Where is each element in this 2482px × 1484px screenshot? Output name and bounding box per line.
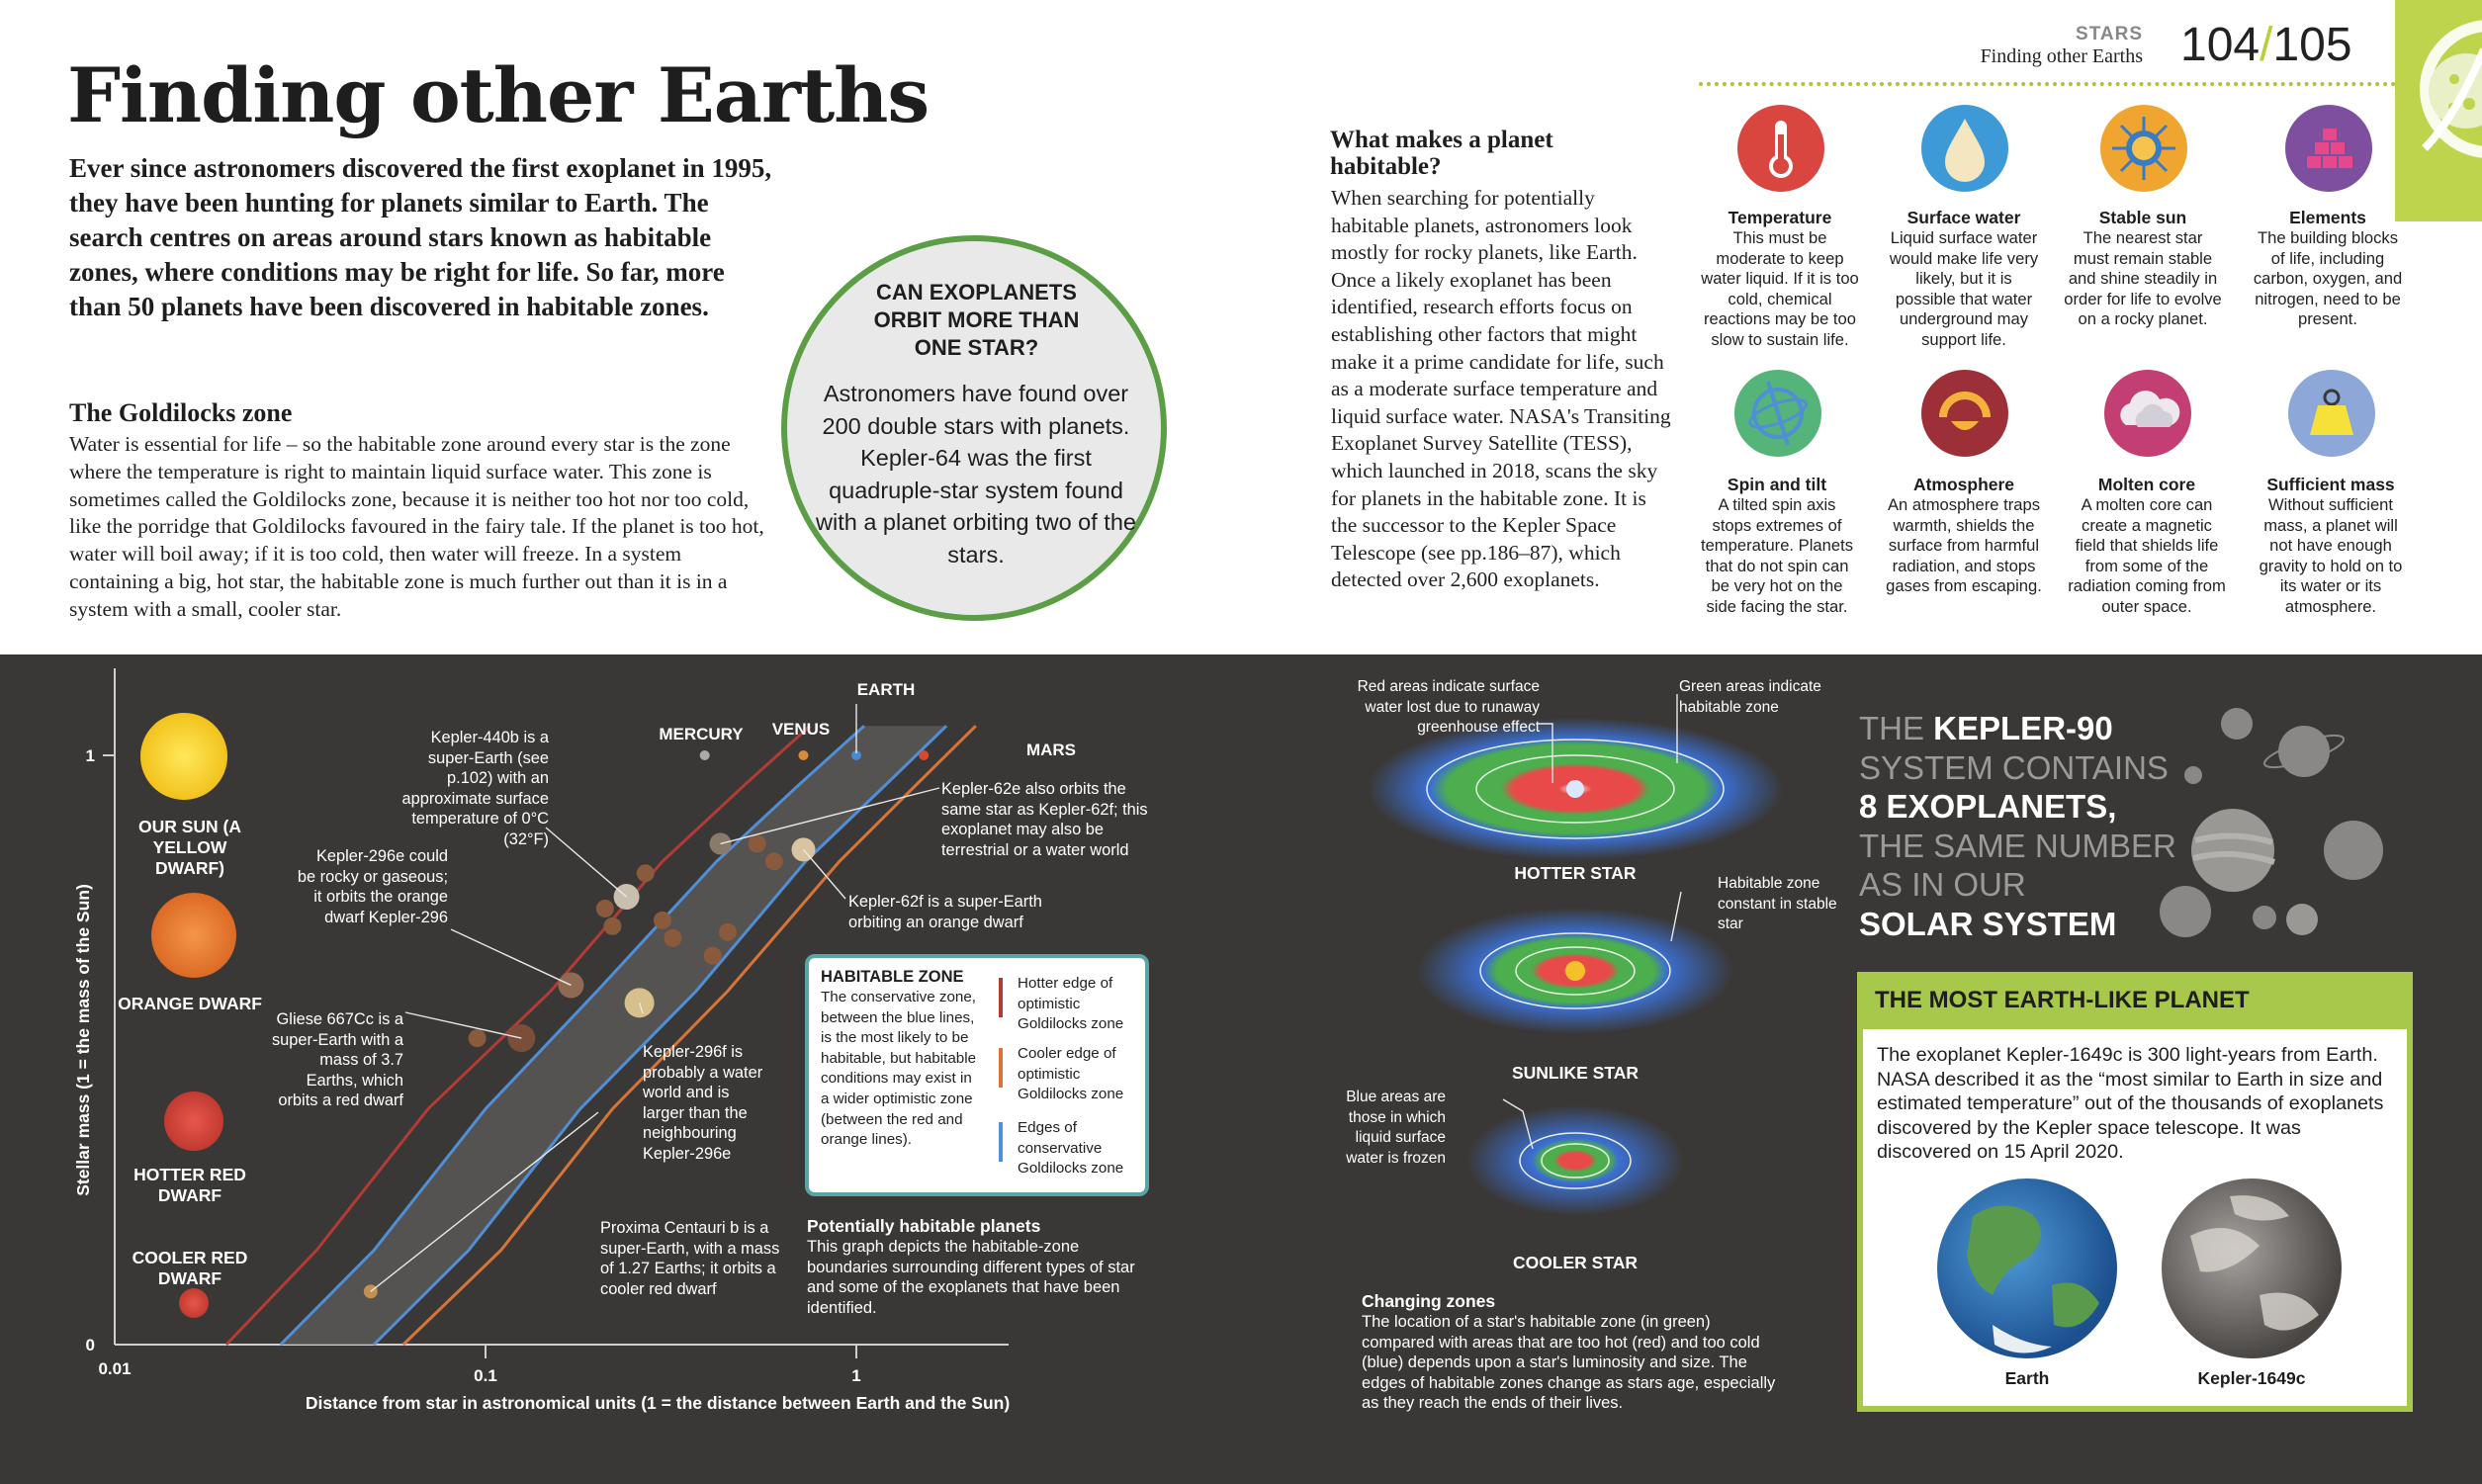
kepler90-planets-illustration [2156,692,2413,949]
red-areas-note: Red areas indicate surface water lost due to runaway greenhouse effect [1357,678,1540,737]
legend-swatch-conservative [999,1122,1003,1162]
cooler-red-dwarf-label: COOLER RED DWARF [132,1248,248,1288]
changing-zones-heading: Changing zones [1362,1291,1496,1311]
exoplanet-point [637,864,655,882]
factor-body: This must be moderate to keep water liquid. If it is too cold, chemical reactions may be too slow to sustain life. [1701,228,1859,349]
factor-body: Liquid surface water would make life very likely, but it is possible that water underground may support life. [1889,228,2039,349]
x-axis-title: Distance from star in astronomical units (1 = the distance between Earth and the Sun) [305,1393,1011,1413]
k90-line3: 8 EXOPLANETS, [1859,788,2117,825]
exoplanet-point [469,1029,487,1047]
kepler-296e-annotation: Kepler-296e could be rocky or gaseous; it orbits the orange dwarf Kepler-296 [297,847,448,926]
factor-body: The nearest star must remain stable and shine steadily in order for life to evolve on a rocky planet. [2064,228,2222,329]
intro-paragraph: Ever since astronomers discovered the first exoplanet in 1995, they have been hunting for planets similar to Earth. The search centres on areas around stars known as habitable zones, where conditions may be right for life. So far, more than 50 planets have been discovered in habitable zones. [69,153,772,321]
page-title: Finding other Earths [67,51,930,139]
page-numbers [2180,18,2352,72]
mars-label: MARS [1025,741,1077,759]
blue-areas-note: Blue areas are those in which liquid surface water is frozen [1346,1089,1446,1167]
factor-body: An atmosphere traps warmth, shields the surface from harmful radiation, and stops gases from escaping. [1886,495,2042,596]
factor-body: The building blocks of life, including carbon, oxygen, and nitrogen, need to be present. [2253,228,2403,329]
factor-title: Spin and tilt [1727,475,1827,494]
exoplanet-point [654,912,671,929]
kepler-62f-annotation: Kepler-62f is a super-Earth orbiting an orange dwarf [848,893,1042,931]
constant-zone-note: Habitable zone constant in stable star [1718,875,1837,933]
sunlike-star-icon [1565,961,1585,981]
molten-core-icon [2104,370,2191,457]
earthlike-heading: THE MOST EARTH-LIKE PLANET [1857,972,2413,1029]
section-label: STARS [2076,24,2143,44]
exoplanet-point [596,900,614,917]
sun-label: OUR SUN (A YELLOW DWARF) [137,817,242,878]
orange-dwarf-disc-icon [151,893,236,978]
weight-icon [2288,370,2375,457]
earthlike-body: The exoplanet Kepler-1649c is 300 light-years from Earth. NASA described it as the “most similar to Earth in size and estimated temperature” out of the thousands of exoplanets discovered by the Kepler space telescope. It was discovered on 15 April 2020. [1877,1044,2384,1164]
spin-axis-icon [1734,370,1821,457]
solar-planet-point [700,750,710,760]
exoplanet-point [719,923,737,941]
habitable-body: When searching for potentially habitable planets, astronomers look mostly for rocky planets, like Earth. Once a likely exoplanet has been identified, research efforts focus on establishing other factors that might make it a prime candidate for life, such as a moderate surface temperature and liquid surface water. NASA's Transiting Exoplanet Survey Satellite (TESS), which launched in 2018, scans the sky for planets in the habitable zone. It is the successor to the Kepler Space Telescope (see pp.186–87), which detected over 2,600 exoplanets. [1331,186,1671,592]
habitable-heading: What makes a planet habitable? [1330,127,1553,180]
earth-caption: Earth [2004,1368,2050,1388]
legend-body: The conservative zone, between the blue lines, is the most likely to be habitable, but habitable conditions may exist in a wider optimistic zone (between the red and orange lines). [821,989,977,1149]
x-tick-label: 1 [851,1366,861,1385]
k90-line6: SOLAR SYSTEM [1859,905,2117,942]
x-tick-label: 0.1 [474,1366,497,1385]
earth-label: EARTH [856,680,916,699]
green-areas-note: Green areas indicate habitable zone [1679,678,1821,716]
section-subtitle: Finding other Earths [1980,45,2143,67]
exoplanet-point [765,852,783,870]
solar-planet-point [798,750,808,760]
kepler-1649c-caption: Kepler-1649c [2197,1368,2306,1388]
blocks-icon [2285,105,2372,192]
exoplanet-point [603,917,621,935]
k90-line1a: THE [1859,710,1934,746]
planet-comparison [1933,1177,2358,1364]
hotter-red-dwarf-label: HOTTER RED DWARF [133,1165,246,1205]
exoplanet-point [749,834,766,852]
legend-title: HABITABLE ZONE [821,968,964,986]
exoplanet-4 [710,832,732,854]
factor-title: Elements [2289,208,2366,227]
goldilocks-heading: The Goldilocks zone [69,398,293,427]
factor-title: Sufficient mass [2266,475,2395,494]
legend-swatch-cooler [999,1048,1003,1088]
factor-title: Surface water [1906,208,2021,227]
legend-swatch-hotter [999,978,1003,1017]
factor-title: Temperature [1728,208,1832,227]
habitable-zone-legend [805,954,1149,1196]
kepler90-callout [1859,709,2195,943]
orange-dwarf-label: ORANGE DWARF [118,994,262,1013]
hotter-star-label: HOTTER STAR [1514,863,1637,883]
changing-zones-body: The location of a star's habitable zone (in green) compared with areas that are too hot (red) and too cold (blue) depends upon a star's luminosity and size. The edges of habitable zones change as stars age, especially as they reach the ends of their lives. [1362,1313,1776,1413]
kepler-296f-annotation: Kepler-296f is probably a water world and is larger than the neighbouring Kepler-296e [643,1043,763,1163]
page-right: 105 [2272,19,2352,71]
solar-planet-point [919,750,929,760]
factor-body: Without sufficient mass, a planet will not have enough gravity to hold on to its water or its atmosphere. [2259,495,2403,616]
annotation-leader [803,849,845,899]
legend-item-hotter: Hotter edge of optimistic Goldilocks zone [1018,975,1124,1033]
y-axis-title: Stellar mass (1 = the mass of the Sun) [73,884,93,1196]
factor-body: A molten core can create a magnetic field that shields life from some of the radiation coming from outer space. [2068,495,2226,616]
header-dotted-rule [1699,82,2396,86]
goldilocks-body: Water is essential for life – so the habitable zone around every star is the zone where the temperature is right to maintain liquid surface water. This zone is sometimes called the Goldilocks zone, because it is neither too hot nor too cold, like the porridge that Goldilocks favoured in the fairy tale. If the planet is too hot, water will boil away; if it is too cold, then water will freeze. In a system containing a big, hot star, the habitable zone is much further out than it is in a system with a small, cooler star. [69,432,764,621]
annotation-leader [546,828,627,897]
chapter-tab-icon [2395,0,2482,221]
mercury-label: MERCURY [659,725,744,743]
legend-item-conservative: Edges of conservative Goldilocks zone [1018,1119,1124,1178]
k90-line4: THE SAME NUMBER [1859,827,2176,864]
legend-item-cooler: Cooler edge of optimistic Goldilocks zone [1018,1045,1124,1103]
thermometer-icon [1737,105,1824,192]
earth-globe-icon [1937,1178,2117,1358]
factor-body: A tilted spin axis stops extremes of temperature. Planets that do not spin can be very hot on the side facing the star. [1700,495,1854,616]
k90-line1b: KEPLER-90 [1933,710,2113,746]
factor-title: Stable sun [2098,208,2187,227]
gliese-667cc-annotation: Gliese 667Cc is a super-Earth with a mass of 3.7 Earths, which orbits a red dwarf [271,1010,403,1110]
factor-title: Molten core [2097,475,2196,494]
exoplanet-5 [791,837,815,861]
zone-diagrams [1365,655,1800,1287]
sun-disc-icon [140,713,227,800]
exoplanet-point [664,929,681,947]
hotter-star-icon [1566,780,1584,798]
hotter-red-dwarf-disc-icon [164,1091,223,1151]
venus-label: VENUS [771,720,831,739]
cooler-star-icon [1568,1154,1582,1168]
sun-icon [2100,105,2187,192]
kepler-62e-annotation: Kepler-62e also orbits the same star as Kepler-62f; this exoplanet may also be terrestrial or a water world [941,780,1148,859]
chapter-tab [2395,0,2482,221]
page-separator: / [2260,19,2273,71]
annotation-leader [405,1012,521,1038]
annotation-leader [451,929,571,985]
exoplanet-point [704,947,722,965]
k90-line2: SYSTEM CONTAINS [1859,748,2169,786]
potential-heading: Potentially habitable planets [807,1216,1041,1236]
k90-line5: AS IN OUR [1859,866,2026,903]
water-drop-icon [1921,105,2008,192]
question-body: Astronomers have found over 200 double stars with planets. Kepler-64 was the first quadruple-star system found with a planet orbiting two of the stars. [816,381,1136,567]
y-tick-label: 0 [85,1336,95,1354]
question-title: CAN EXOPLANETS ORBIT MORE THAN ONE STAR? [873,280,1080,360]
atmosphere-icon [1921,370,2008,457]
page-left: 104 [2180,19,2260,71]
x-tick-label: 0.01 [98,1359,132,1378]
potential-body: This graph depicts the habitable-zone boundaries surrounding different types of star and some of the exoplanets that have been identified. [807,1238,1135,1317]
sunlike-star-label: SUNLIKE STAR [1511,1063,1639,1083]
cooler-red-dwarf-disc-icon [179,1288,209,1318]
kepler-440b-annotation: Kepler-440b is a super-Earth (see p.102) with an approximate surface temperature of 0°C (32°F) [401,729,549,848]
factor-title: Atmosphere [1912,475,2015,494]
y-tick-label: 1 [85,746,95,765]
cooler-star-label: COOLER STAR [1512,1253,1639,1272]
proxima-annotation: Proxima Centauri b is a super-Earth, with a mass of 1.27 Earths; it orbits a cooler red dwarf [600,1219,780,1298]
